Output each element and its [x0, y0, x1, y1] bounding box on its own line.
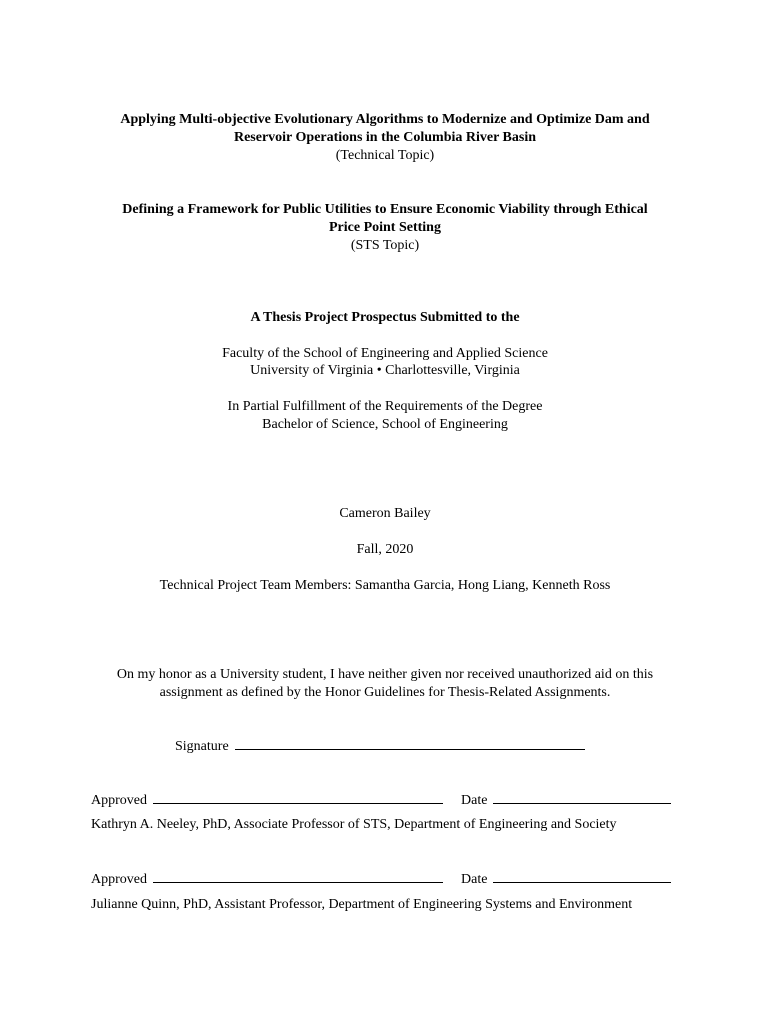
approval-row-1	[91, 791, 443, 810]
faculty-line: Faculty of the School of Engineering and Applied Science	[222, 346, 548, 361]
term-line: Fall, 2020	[356, 542, 414, 557]
approved-label: Approved	[91, 872, 147, 887]
university-line: University of Virginia • Charlottesville, Virginia	[250, 363, 520, 378]
technical-topic-label: (Technical Topic)	[335, 148, 435, 163]
signature-line[interactable]	[235, 737, 585, 750]
degree-line: Bachelor of Science, School of Engineering	[262, 417, 508, 432]
sts-title-line2: Price Point Setting	[329, 220, 441, 235]
date-row-2	[461, 870, 671, 889]
approval-signature-line[interactable]	[153, 791, 443, 804]
date-line[interactable]	[493, 870, 671, 883]
technical-title-line2: Reservoir Operations in the Columbia River Basin	[233, 130, 537, 145]
approval-row-2	[91, 870, 443, 889]
approval-signature-line[interactable]	[153, 870, 443, 883]
team-members-line: Technical Project Team Members: Samantha Garcia, Hong Liang, Kenneth Ross	[159, 578, 611, 593]
author-name: Cameron Bailey	[339, 506, 431, 521]
signature-label: Signature	[175, 739, 229, 754]
signature-row	[175, 737, 585, 756]
sts-title-line1: Defining a Framework for Public Utilities to Ensure Economic Viability through Ethical	[122, 202, 648, 217]
approver-1: Kathryn A. Neeley, PhD, Associate Professor of STS, Department of Engineering and Society	[91, 817, 617, 832]
date-line[interactable]	[493, 791, 671, 804]
honor-pledge-line2: assignment as defined by the Honor Guidelines for Thesis-Related Assignments.	[159, 685, 611, 700]
date-label: Date	[461, 872, 488, 887]
date-row-1	[461, 791, 671, 810]
prospectus-heading: A Thesis Project Prospectus Submitted to the	[250, 310, 520, 325]
sts-topic-label: (STS Topic)	[350, 238, 420, 253]
approved-label: Approved	[91, 793, 147, 808]
approver-2: Julianne Quinn, PhD, Assistant Professor, Department of Engineering Systems and Environment	[91, 897, 633, 912]
date-label: Date	[461, 793, 488, 808]
technical-title-line1: Applying Multi-objective Evolutionary Algorithms to Modernize and Optimize Dam and	[120, 112, 650, 127]
fulfillment-line: In Partial Fulfillment of the Requirements of the Degree	[227, 399, 543, 414]
honor-pledge-line1: On my honor as a University student, I have neither given nor received unauthorized aid on this	[116, 667, 654, 682]
